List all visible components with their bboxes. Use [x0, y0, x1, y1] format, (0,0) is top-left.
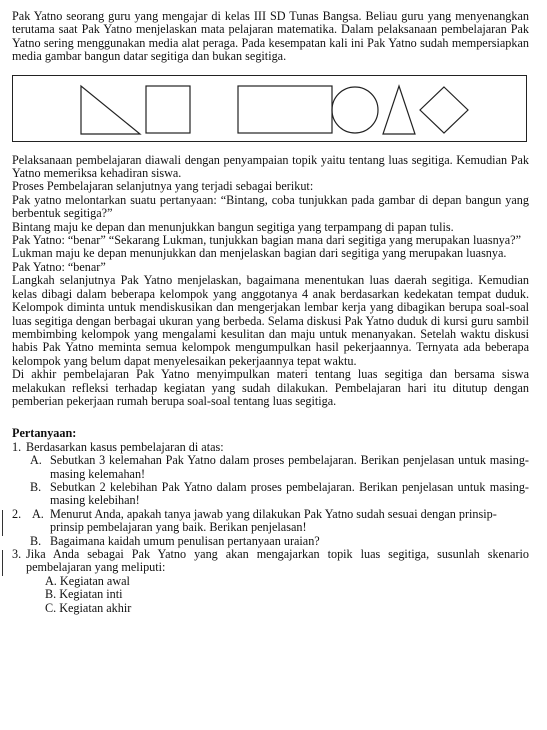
shapes-svg: [13, 76, 528, 143]
shapes-figure: [12, 75, 527, 142]
question-1a: [12, 454, 529, 481]
option-item: C. Kegiatan akhir: [45, 600, 132, 615]
question-number: 2.: [12, 506, 22, 521]
square-icon: [146, 86, 190, 133]
question-1b: [12, 481, 529, 508]
diamond-icon: [420, 87, 468, 133]
option-item: A. Kegiatan awal: [45, 573, 130, 588]
question-number: 1.: [12, 439, 22, 454]
right-triangle-icon: [81, 86, 140, 134]
question-1: [12, 441, 529, 454]
margin-bar: [2, 550, 3, 576]
document-page: [12, 10, 529, 615]
question-text: Berdasarkan kasus pembelajaran di atas:: [26, 439, 224, 454]
sub-label: A.: [30, 453, 42, 468]
margin-bar: [2, 510, 3, 536]
body-paragraph: Di akhir pembelajaran Pak Yatno menyimpulkan materi tentang luas segitiga dan bersama siswa melakukan refleksi terhadap kegiatan yang sudah dilakukan. Pembelajaran hari itu ditutup dengan pemberian pekerjaan rumah berupa soal-soal tentang luas segitiga.: [12, 367, 529, 408]
sub-question-text: Bagaimana kaidah umum penulisan pertanyaan uraian?: [50, 533, 320, 548]
question-2a: [26, 508, 529, 535]
body-paragraph: Pelaksanaan pembelajaran diawali dengan penyampaian topik yaitu tentang luas segitiga. Kemudian Pak Yatno memeriksa kehadiran siswa.: [12, 152, 529, 181]
circle-icon: [332, 87, 378, 133]
body-paragraph: Pak Yatno: “benar”: [12, 259, 106, 274]
triangle-icon: [383, 86, 415, 134]
question-3: [12, 548, 529, 615]
sub-label: B.: [30, 479, 42, 494]
question-text: Jika Anda sebagai Pak Yatno yang akan mengajarkan topik luas segitiga, susunlah skenario pembelajaran yang meliputi:: [26, 547, 529, 575]
sub-question-text: Sebutkan 2 kelebihan Pak Yatno dalam proses pembelajaran. Berikan penjelasan untuk masing-masing kelebihan!: [50, 479, 529, 508]
body-paragraph: Proses Pembelajaran selanjutnya yang terjadi sebagai berikut:: [12, 179, 314, 194]
body-paragraph: Bintang maju ke depan dan menunjukkan bangun segitiga yang terpampang di papan tulis.: [12, 219, 454, 234]
question-number: 3.: [12, 547, 22, 561]
rectangle-icon: [238, 86, 332, 133]
sub-question-text: Menurut Anda, apakah tanya jawab yang dilakukan Pak Yatno sudah sesuai dengan prinsip-prinsip pembelajaran yang baik. Berikan penjelasan!: [50, 506, 497, 535]
sub-label: B.: [30, 533, 42, 548]
body-paragraph: Pak yatno melontarkan suatu pertanyaan: “Bintang, coba tunjukkan pada gambar di depan bangun yang berbentuk segitiga?”: [12, 192, 529, 221]
option-item: B. Kegiatan inti: [45, 587, 123, 602]
question-2: [12, 508, 529, 535]
body-paragraph: Pak Yatno: “benar” “Sekarang Lukman, tunjukkan bagian mana dari segitiga yang merupakan luasnya?”: [12, 233, 521, 248]
intro-paragraph: Pak Yatno seorang guru yang mengajar di kelas III SD Tunas Bangsa. Beliau guru yang menyenangkan terutama saat Pak Yatno menjelaskan mata pelajaran matematika. Dalam pelaksanaan pembelajaran Pak Yatno sering menggunakan media alat peraga. Pada kesempatan kali ini Pak Yatno sudah mempersiapkan media gambar bangun datar segitiga dan bukan segitiga.: [12, 9, 529, 64]
spacer: [12, 408, 529, 427]
body-paragraph: Langkah selanjutnya Pak Yatno menjelaskan, bagaimana menentukan luas daerah segitiga. Kemudian kelas dibagi dalam beberapa kelompok yang anggotanya 4 anak berdasarkan kedekatan tempat duduk. Kelompok diminta untuk mendiskusikan dan mengerjakan lembar kerja yang dibagikan berupa soal-soal luas segitiga dengan berbagai ukuran yang berbeda. Selama diskusi Pak Yatno duduk di kursi guru sambil membimbing kelompok yang mengalami kesulitan dan maju untuk menanyakan. Setelah waktu diskusi habis Pak Yatno meminta semua kelompok mengumpulkan hasil pekerjaannya. Ternyata ada beberapa kelompok yang belum dapat menyelesaikan pekerjaannya tepat waktu.: [12, 273, 529, 368]
questions-heading: Pertanyaan:: [12, 426, 77, 441]
sub-label: A.: [32, 506, 44, 521]
sub-question-text: Sebutkan 3 kelemahan Pak Yatno dalam proses pembelajaran. Berikan penjelasan untuk masing-masing kelemahan!: [50, 453, 529, 481]
question-2b: [12, 535, 529, 548]
body-paragraph: Lukman maju ke depan menunjukkan dan menjelaskan bagian dari segitiga yang merupakan luasnya.: [12, 246, 507, 261]
